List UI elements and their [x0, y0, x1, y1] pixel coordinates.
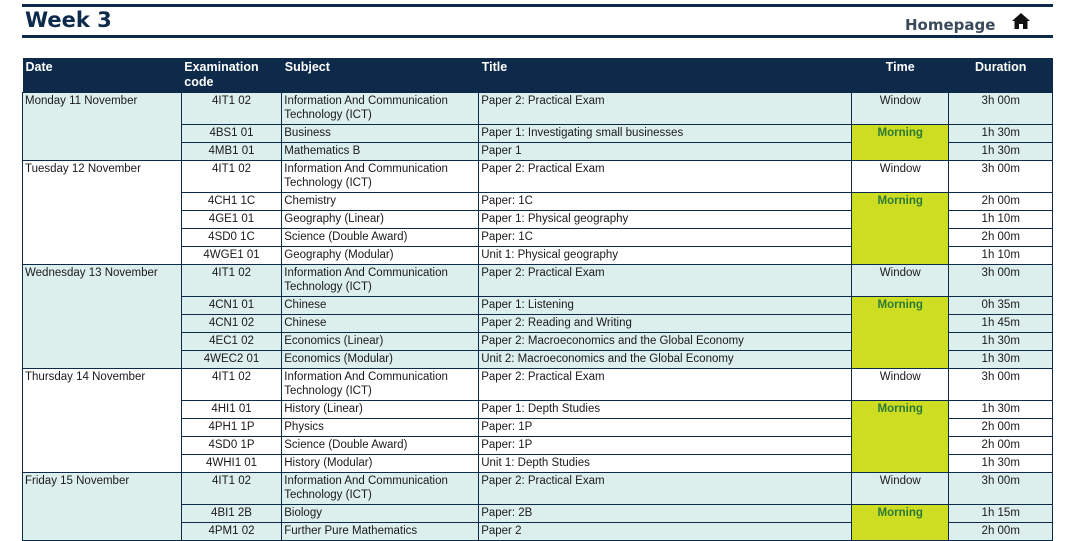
code-cell: 4SD0 1C: [181, 229, 281, 247]
time-cell: Window: [852, 369, 949, 401]
title-cell: Paper: 1P: [479, 419, 852, 437]
duration-cell: 3h 00m: [949, 473, 1053, 505]
col-header-date: Date: [23, 58, 182, 93]
code-cell: 4CN1 02: [181, 315, 281, 333]
time-cell-morning: Morning: [852, 125, 949, 161]
code-cell: 4WEC2 01: [181, 351, 281, 369]
title-cell: Paper 2: Practical Exam: [479, 473, 852, 505]
subject-cell: Further Pure Mathematics: [282, 523, 479, 541]
col-header-time: Time: [852, 58, 949, 93]
subject-cell: Mathematics B: [282, 143, 479, 161]
code-cell: 4EC1 02: [181, 333, 281, 351]
table-row: [23, 161, 1053, 193]
exam-timetable: [22, 58, 1053, 541]
header-rule: [22, 35, 1053, 38]
subject-cell: Economics (Linear): [282, 333, 479, 351]
table-row: [23, 369, 1053, 401]
subject-cell: Science (Double Award): [282, 437, 479, 455]
subject-cell: Information And Communication Technology (ICT): [282, 369, 479, 401]
code-cell: 4GE1 01: [181, 211, 281, 229]
title-cell: Paper 2: Macroeconomics and the Global Economy: [479, 333, 852, 351]
title-cell: Paper: 1C: [479, 193, 852, 211]
time-cell-morning: Morning: [852, 297, 949, 369]
duration-cell: 1h 45m: [949, 315, 1053, 333]
time-cell: Window: [852, 473, 949, 505]
subject-cell: Chemistry: [282, 193, 479, 211]
duration-cell: 2h 00m: [949, 523, 1053, 541]
code-cell: 4CN1 01: [181, 297, 281, 315]
col-header-title: Title: [479, 58, 852, 93]
subject-cell: Science (Double Award): [282, 229, 479, 247]
title-cell: Paper: 2B: [479, 505, 852, 523]
duration-cell: 1h 30m: [949, 351, 1053, 369]
table-row: [23, 93, 1053, 125]
subject-cell: Information And Communication Technology (ICT): [282, 265, 479, 297]
date-cell: Tuesday 12 November: [23, 161, 182, 265]
subject-cell: Information And Communication Technology (ICT): [282, 93, 479, 125]
subject-cell: Information And Communication Technology (ICT): [282, 161, 479, 193]
duration-cell: 2h 00m: [949, 437, 1053, 455]
title-cell: Unit 1: Physical geography: [479, 247, 852, 265]
time-cell: Window: [852, 93, 949, 125]
duration-cell: 2h 00m: [949, 419, 1053, 437]
code-cell: 4BI1 2B: [181, 505, 281, 523]
subject-cell: Physics: [282, 419, 479, 437]
duration-cell: 2h 00m: [949, 193, 1053, 211]
subject-cell: Chinese: [282, 297, 479, 315]
title-cell: Paper 2: Practical Exam: [479, 265, 852, 297]
duration-cell: 1h 30m: [949, 125, 1053, 143]
subject-cell: Chinese: [282, 315, 479, 333]
subject-cell: Biology: [282, 505, 479, 523]
title-cell: Paper 2: Practical Exam: [479, 369, 852, 401]
duration-cell: 3h 00m: [949, 369, 1053, 401]
time-cell-morning: Morning: [852, 401, 949, 473]
duration-cell: 1h 30m: [949, 401, 1053, 419]
top-rule: [22, 4, 1053, 7]
code-cell: 4SD0 1P: [181, 437, 281, 455]
page-title: Week 3: [25, 8, 112, 32]
home-icon[interactable]: [1011, 12, 1031, 30]
title-cell: Paper 1: [479, 143, 852, 161]
duration-cell: 1h 30m: [949, 333, 1053, 351]
title-cell: Paper 1: Investigating small businesses: [479, 125, 852, 143]
title-cell: Paper 2: Practical Exam: [479, 161, 852, 193]
duration-cell: 3h 00m: [949, 161, 1053, 193]
date-cell: Thursday 14 November: [23, 369, 182, 473]
code-cell: 4HI1 01: [181, 401, 281, 419]
code-cell: 4IT1 02: [181, 265, 281, 297]
code-cell: 4IT1 02: [181, 369, 281, 401]
code-cell: 4PM1 02: [181, 523, 281, 541]
title-cell: Paper 1: Listening: [479, 297, 852, 315]
date-cell: Wednesday 13 November: [23, 265, 182, 369]
date-cell: Friday 15 November: [23, 473, 182, 541]
title-cell: Paper: 1C: [479, 229, 852, 247]
date-cell: Monday 11 November: [23, 93, 182, 161]
subject-cell: Information And Communication Technology (ICT): [282, 473, 479, 505]
title-cell: Unit 1: Depth Studies: [479, 455, 852, 473]
duration-cell: 2h 00m: [949, 229, 1053, 247]
col-header-code: Examination code: [181, 58, 281, 93]
code-cell: 4BS1 01: [181, 125, 281, 143]
code-cell: 4WGE1 01: [181, 247, 281, 265]
time-cell-morning: Morning: [852, 505, 949, 541]
subject-cell: Economics (Modular): [282, 351, 479, 369]
subject-cell: Geography (Modular): [282, 247, 479, 265]
title-cell: Paper 1: Physical geography: [479, 211, 852, 229]
duration-cell: 0h 35m: [949, 297, 1053, 315]
title-cell: Unit 2: Macroeconomics and the Global Economy: [479, 351, 852, 369]
title-cell: Paper: 1P: [479, 437, 852, 455]
duration-cell: 1h 30m: [949, 455, 1053, 473]
table-row: [23, 265, 1053, 297]
duration-cell: 1h 30m: [949, 143, 1053, 161]
duration-cell: 3h 00m: [949, 265, 1053, 297]
time-cell: Window: [852, 265, 949, 297]
title-cell: Paper 2: Practical Exam: [479, 93, 852, 125]
table-header-row: [23, 58, 1053, 93]
code-cell: 4WHI1 01: [181, 455, 281, 473]
code-cell: 4IT1 02: [181, 473, 281, 505]
subject-cell: Business: [282, 125, 479, 143]
subject-cell: Geography (Linear): [282, 211, 479, 229]
homepage-link[interactable]: Homepage: [905, 16, 996, 34]
code-cell: 4IT1 02: [181, 161, 281, 193]
col-header-duration: Duration: [949, 58, 1053, 93]
title-cell: Paper 1: Depth Studies: [479, 401, 852, 419]
duration-cell: 3h 00m: [949, 93, 1053, 125]
duration-cell: 1h 10m: [949, 247, 1053, 265]
duration-cell: 1h 15m: [949, 505, 1053, 523]
subject-cell: History (Modular): [282, 455, 479, 473]
code-cell: 4MB1 01: [181, 143, 281, 161]
duration-cell: 1h 10m: [949, 211, 1053, 229]
code-cell: 4PH1 1P: [181, 419, 281, 437]
subject-cell: History (Linear): [282, 401, 479, 419]
time-cell: Window: [852, 161, 949, 193]
col-header-subject: Subject: [282, 58, 479, 93]
code-cell: 4CH1 1C: [181, 193, 281, 211]
title-cell: Paper 2: Reading and Writing: [479, 315, 852, 333]
code-cell: 4IT1 02: [181, 93, 281, 125]
time-cell-morning: Morning: [852, 193, 949, 265]
title-cell: Paper 2: [479, 523, 852, 541]
table-row: [23, 473, 1053, 505]
